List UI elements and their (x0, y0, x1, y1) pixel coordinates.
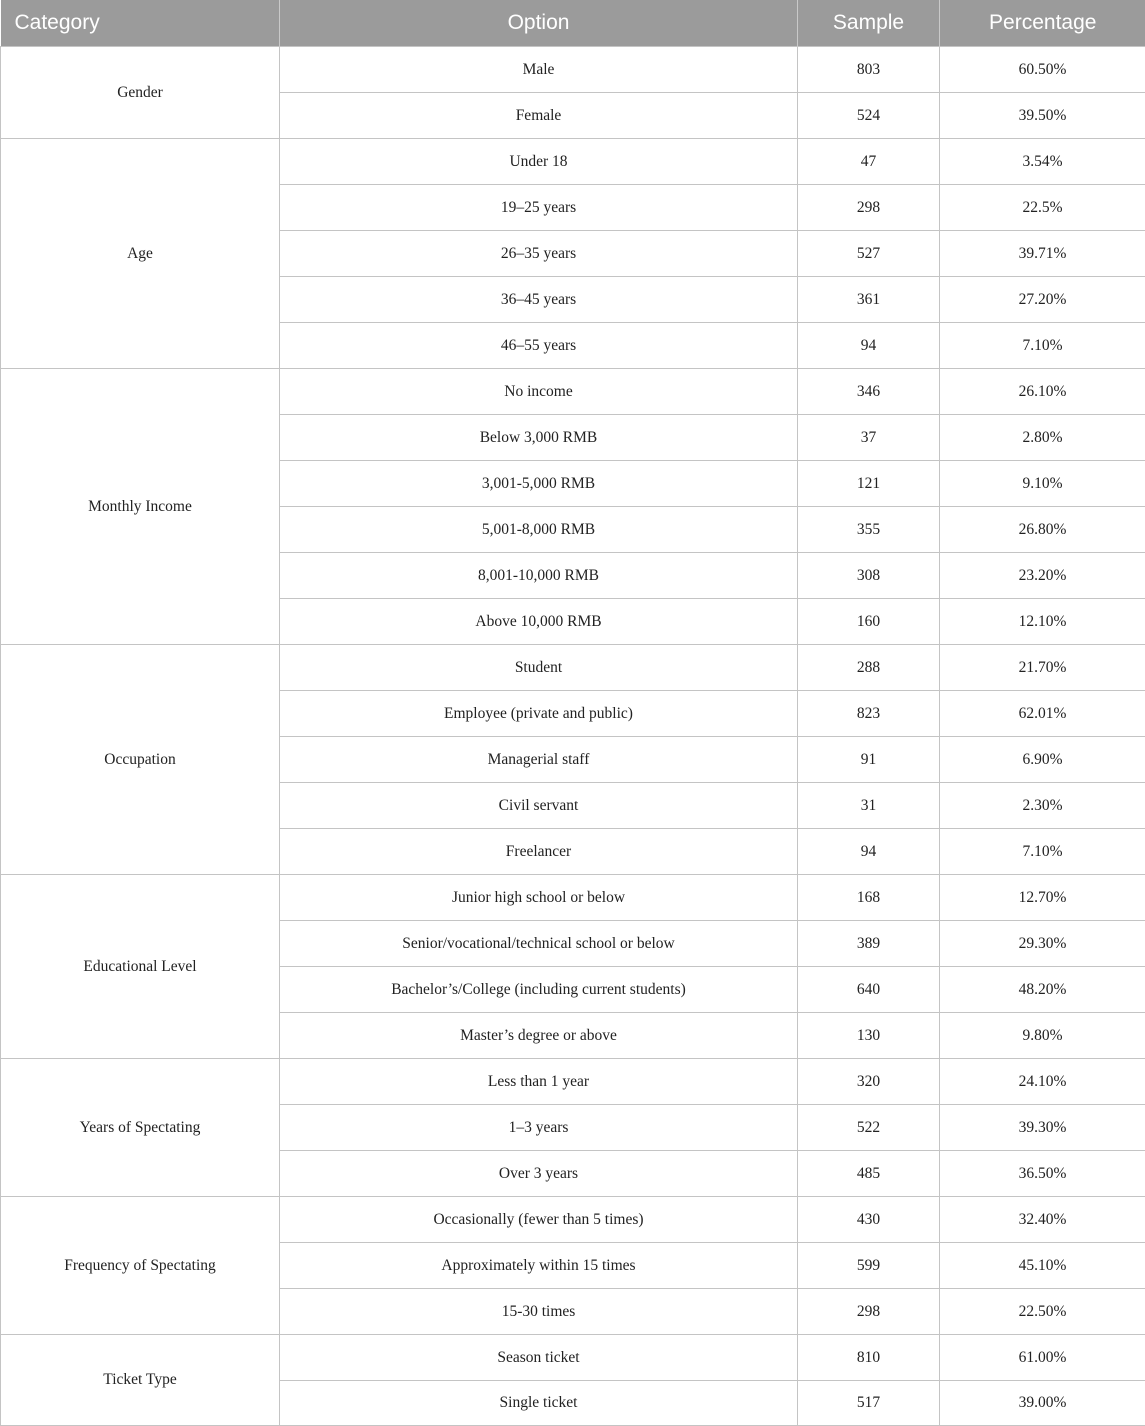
table-row (1, 875, 1145, 921)
option-cell: Managerial staff (280, 737, 798, 783)
percentage-cell: 22.50% (940, 1289, 1145, 1335)
percentage-cell: 60.50% (940, 47, 1145, 93)
option-cell: 5,001-8,000 RMB (280, 507, 798, 553)
sample-cell: 389 (798, 921, 940, 967)
percentage-cell: 6.90% (940, 737, 1145, 783)
sample-cell: 803 (798, 47, 940, 93)
sample-cell: 130 (798, 1013, 940, 1059)
percentage-cell: 48.20% (940, 967, 1145, 1013)
sample-cell: 346 (798, 369, 940, 415)
percentage-cell: 39.30% (940, 1105, 1145, 1151)
option-cell: Below 3,000 RMB (280, 415, 798, 461)
sample-cell: 94 (798, 323, 940, 369)
option-cell: 8,001-10,000 RMB (280, 553, 798, 599)
percentage-cell: 23.20% (940, 553, 1145, 599)
option-cell: Male (280, 47, 798, 93)
option-cell: Above 10,000 RMB (280, 599, 798, 645)
percentage-cell: 39.71% (940, 231, 1145, 277)
header-sample: Sample (798, 0, 940, 47)
sample-cell: 361 (798, 277, 940, 323)
table-row (1, 139, 1145, 185)
sample-cell: 823 (798, 691, 940, 737)
option-cell: Senior/vocational/technical school or below (280, 921, 798, 967)
category-cell: Age (1, 139, 280, 369)
sample-cell: 522 (798, 1105, 940, 1151)
sample-cell: 485 (798, 1151, 940, 1197)
option-cell: No income (280, 369, 798, 415)
percentage-cell: 9.80% (940, 1013, 1145, 1059)
option-cell: 15-30 times (280, 1289, 798, 1335)
sample-cell: 320 (798, 1059, 940, 1105)
category-cell: Ticket Type (1, 1335, 280, 1426)
percentage-cell: 36.50% (940, 1151, 1145, 1197)
sample-cell: 31 (798, 783, 940, 829)
percentage-cell: 21.70% (940, 645, 1145, 691)
table-header (1, 0, 1145, 47)
percentage-cell: 12.70% (940, 875, 1145, 921)
sample-cell: 430 (798, 1197, 940, 1243)
category-cell: Frequency of Spectating (1, 1197, 280, 1335)
sample-cell: 94 (798, 829, 940, 875)
percentage-cell: 61.00% (940, 1335, 1145, 1381)
percentage-cell: 26.80% (940, 507, 1145, 553)
sample-cell: 517 (798, 1381, 940, 1426)
option-cell: Freelancer (280, 829, 798, 875)
option-cell: 36–45 years (280, 277, 798, 323)
table-row (1, 47, 1145, 93)
sample-cell: 640 (798, 967, 940, 1013)
table-row (1, 1197, 1145, 1243)
option-cell: 46–55 years (280, 323, 798, 369)
option-cell: Civil servant (280, 783, 798, 829)
option-cell: 3,001-5,000 RMB (280, 461, 798, 507)
percentage-cell: 24.10% (940, 1059, 1145, 1105)
option-cell: Employee (private and public) (280, 691, 798, 737)
table-row (1, 1335, 1145, 1381)
option-cell: Less than 1 year (280, 1059, 798, 1105)
category-cell: Gender (1, 47, 280, 139)
sample-cell: 121 (798, 461, 940, 507)
option-cell: 1–3 years (280, 1105, 798, 1151)
percentage-cell: 3.54% (940, 139, 1145, 185)
category-cell: Educational Level (1, 875, 280, 1059)
category-cell: Monthly Income (1, 369, 280, 645)
header-category: Category (1, 0, 280, 47)
percentage-cell: 27.20% (940, 277, 1145, 323)
sample-cell: 524 (798, 93, 940, 139)
sample-cell: 298 (798, 185, 940, 231)
table-row (1, 369, 1145, 415)
header-option: Option (280, 0, 798, 47)
percentage-cell: 7.10% (940, 829, 1145, 875)
option-cell: 26–35 years (280, 231, 798, 277)
sample-cell: 91 (798, 737, 940, 783)
percentage-cell: 45.10% (940, 1243, 1145, 1289)
option-cell: Over 3 years (280, 1151, 798, 1197)
category-cell: Years of Spectating (1, 1059, 280, 1197)
percentage-cell: 26.10% (940, 369, 1145, 415)
option-cell: Single ticket (280, 1381, 798, 1426)
sample-cell: 308 (798, 553, 940, 599)
sample-cell: 288 (798, 645, 940, 691)
sample-cell: 298 (798, 1289, 940, 1335)
sample-cell: 599 (798, 1243, 940, 1289)
header-percentage: Percentage (940, 0, 1145, 47)
sample-cell: 47 (798, 139, 940, 185)
header-row (1, 0, 1145, 47)
percentage-cell: 39.50% (940, 93, 1145, 139)
option-cell: Occasionally (fewer than 5 times) (280, 1197, 798, 1243)
table-body (1, 47, 1145, 1426)
percentage-cell: 32.40% (940, 1197, 1145, 1243)
percentage-cell: 2.30% (940, 783, 1145, 829)
sample-cell: 810 (798, 1335, 940, 1381)
percentage-cell: 9.10% (940, 461, 1145, 507)
percentage-cell: 22.5% (940, 185, 1145, 231)
option-cell: Under 18 (280, 139, 798, 185)
sample-cell: 37 (798, 415, 940, 461)
percentage-cell: 62.01% (940, 691, 1145, 737)
category-cell: Occupation (1, 645, 280, 875)
percentage-cell: 29.30% (940, 921, 1145, 967)
percentage-cell: 12.10% (940, 599, 1145, 645)
percentage-cell: 7.10% (940, 323, 1145, 369)
sample-cell: 527 (798, 231, 940, 277)
option-cell: Bachelor’s/College (including current students) (280, 967, 798, 1013)
option-cell: Female (280, 93, 798, 139)
option-cell: Master’s degree or above (280, 1013, 798, 1059)
sample-cell: 168 (798, 875, 940, 921)
table-row (1, 645, 1145, 691)
table-row (1, 1059, 1145, 1105)
sample-cell: 355 (798, 507, 940, 553)
option-cell: 19–25 years (280, 185, 798, 231)
percentage-cell: 2.80% (940, 415, 1145, 461)
percentage-cell: 39.00% (940, 1381, 1145, 1426)
option-cell: Junior high school or below (280, 875, 798, 921)
option-cell: Student (280, 645, 798, 691)
sample-cell: 160 (798, 599, 940, 645)
option-cell: Approximately within 15 times (280, 1243, 798, 1289)
option-cell: Season ticket (280, 1335, 798, 1381)
